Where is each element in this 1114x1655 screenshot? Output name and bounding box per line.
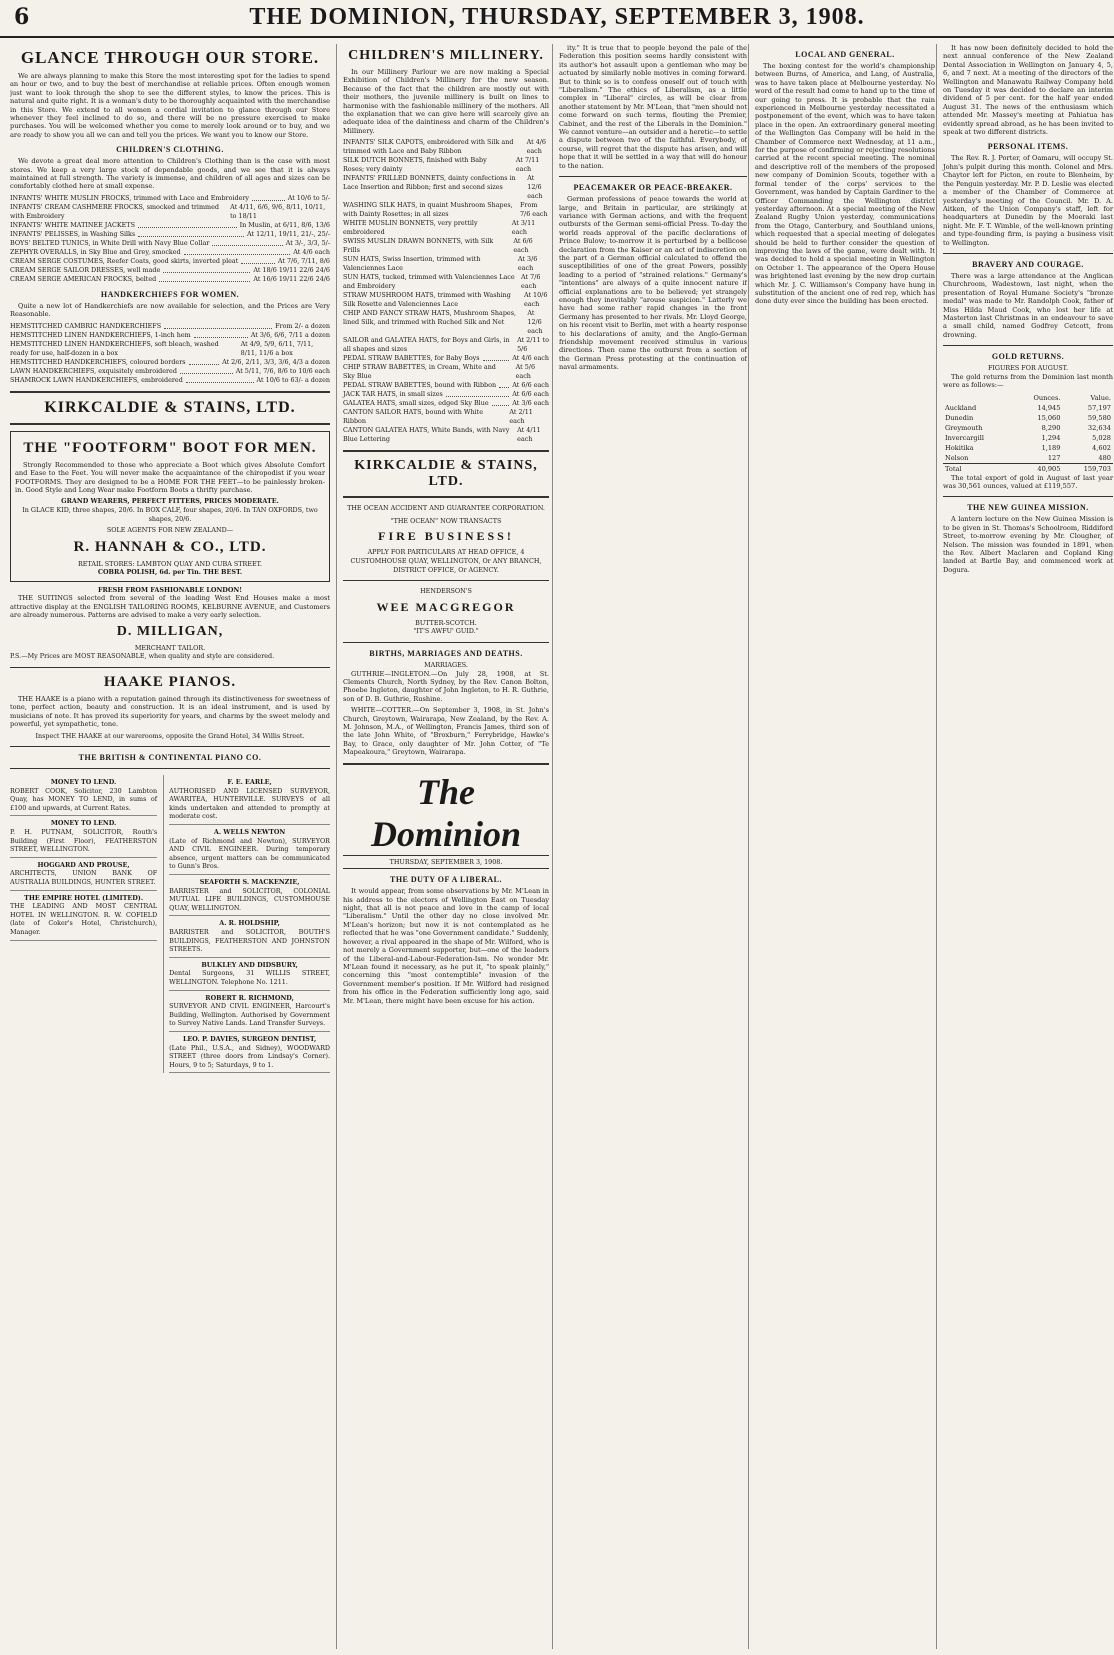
- price-list-item: [10, 367, 330, 376]
- item-price: At 3/6 each: [517, 255, 538, 273]
- gold-row: [943, 413, 1113, 423]
- price-list-item: [343, 399, 549, 408]
- item-name: INFANTS' SILK CAPOTS, embroidered with Silk and trimmed with Lace and Baby Ribbon: [343, 138, 514, 156]
- item-name: CREAM SERGE COSTUMES, Reefer Coats, good skirts, inverted pleat: [10, 256, 239, 265]
- butter-tagline: "IT'S AWFU' GUID.": [413, 627, 479, 636]
- card-body: (Late of Richmond and Newton), SURVEYOR AND CIVIL ENGINEER. During temporary absence, urgent matters can be communicated to Gunn's Bros.: [169, 836, 330, 871]
- cards-right: [163, 775, 330, 1073]
- price-list-item: [343, 408, 549, 426]
- personal-text: The Rev. R. J. Porter, of Oamaru, will occupy St. John's pulpit during this month. Colonel and Mrs. Chaytor left for Picton, en route to Blenheim, by the Penguin yesterday. Mr. P. D. Leslie was elected a member of the Chamber of Commerce at yesterday's meeting of the Council. Mr. D. A. Aitken, of the Union Company's staff, left for headquarters at Dunedin by the Moeraki last night. Mr. F. T. Wimble, of the well-known printing and type-founding firm, is paying a business visit to Wellington.: [943, 154, 1113, 247]
- gold-cell-val: 5,028: [1092, 433, 1111, 442]
- gold-heading: GOLD RETURNS.: [991, 352, 1065, 362]
- item-name: STRAW MUSHROOM HATS, trimmed with Washing Silk Rosette and Valenciennes Lace: [343, 291, 511, 309]
- milligan-body: THE SUITINGS selected from several of the leading West End Houses make a most attractive display at the ENGLISH TAILORING ROOMS, KELBURNE AVENUE, and Customers are already numerous. Patterns are advised to make a very early selection.: [10, 594, 330, 620]
- gold-table: [943, 393, 1113, 474]
- gold-cell-oz: 14,945: [1037, 403, 1061, 412]
- price-list-item: [343, 201, 549, 219]
- item-name: SWISS MUSLIN DRAWN BONNETS, with Silk Frills: [343, 237, 494, 255]
- card-title: ROBERT R. RICHMOND,: [205, 993, 294, 1002]
- item-price: From 2/- a dozen: [275, 321, 330, 330]
- handkerchiefs-list: [10, 322, 330, 385]
- editorial-text: It would appear, from some observations by Mr. M'Lean in his address to the electors of Wellington East on Tuesday night, that all is not peace and love in the camp of local "Liberalism." Until the other day no close involved Mr. M'Lean's horizon; but now it is not contemplated as he reflected that he was "one Government candidate." Suddenly, however, a rival appeared in the shape of Mr. Wilford, who is not merely a Government supporter, but—one of the leaders of the Liberal-and-Labour-Federation-Ism. No wonder Mr. M'Lean found it necessary, as he put it, "to speak plainly," concerning this "most contemptible" invasion of the Government member's position. If Mr. Wilford had resigned from his office in the Federation sufficiently long ago, said Mr. M'Lean, there might have been excuse for his action.: [343, 887, 549, 1005]
- peacemaker-heading: PEACEMAKER OR PEACE-BREAKER.: [573, 183, 733, 193]
- mission-heading: THE NEW GUINEA MISSION.: [967, 503, 1089, 513]
- item-name: CREAM SERGE SAILOR DRESSES, well made: [10, 265, 161, 274]
- gold-row: [943, 403, 1113, 413]
- item-price: At 3/6, 6/6, 7/11 a dozen: [250, 330, 330, 339]
- column-2: [336, 44, 549, 1649]
- item-price: At 2/6, 2/11, 3/3, 3/6, 4/3 a dozen: [222, 357, 330, 366]
- haake-body: THE HAAKE is a piano with a reputation gained through its distinctiveness for sweetness of tone, perfect action, beauty and construction. It is an ideal instrument, and is used by musicians of note. It has proved its superiority for years, and charms by the sweet melody and powerful, yet sympathetic, tone.: [10, 694, 330, 729]
- item-name: BOYS' BELTED TUNICS, in White Drill with Navy Blue Collar: [10, 238, 210, 247]
- butter-name: WEE MACGREGOR: [376, 599, 516, 614]
- column-5: [936, 44, 1113, 1649]
- price-list-item: [10, 331, 330, 340]
- price-list-item: [343, 255, 549, 273]
- column-3: [552, 44, 747, 1649]
- price-list-item: [10, 358, 330, 367]
- item-price: At 7/6, 7/11, 8/6: [277, 256, 330, 265]
- item-price: At 12/11, 19/11, 21/-, 25/-: [246, 229, 330, 238]
- milligan-heading: FRESH FROM FASHIONABLE LONDON!: [97, 585, 243, 594]
- item-price: At 6/6 each: [512, 381, 549, 390]
- professional-card: [169, 958, 330, 991]
- peacemaker-text: German professions of peace towards the world at large, and Britain in particular, are strikingly at variance with German actions, and with the frequent outbursts of the German semi-official Press. To-day the world reads approval of the pacific declarations of Prince Bulow; to-morrow it is perturbed by a bellicose declaration from the Kaiser or an act of indiscretion on the part of a German official calculated to offend the susceptibilities of one of the great Powers, possibly leading to a period of "strained relations." Germany's "intentions" are always of a quite innocent nature if official explanations are to be believed; yet strangely enough they inevitably "arouse suspicion." Latterly we have had some rather rapid changes in the front Germany has presented to her rivals. Mr. Lloyd George, on his recent visit to Berlin, met with a hearty response to his declarations of amity, and the Anglo-German friendship movement received stimulus in various directions. Then came the outburst from a section of the German Press protesting at the continuation of naval armaments.: [559, 195, 747, 372]
- item-price: At 4/9, 5/9, 6/11, 7/11, 8/11, 11/6 a box: [240, 339, 314, 357]
- newspaper-title: THE DOMINION, THURSDAY, SEPTEMBER 3, 1908.: [249, 4, 865, 30]
- firm-name: KIRKCALDIE & STAINS, LTD.: [44, 398, 296, 416]
- gold-value-header: Value.: [1090, 393, 1111, 402]
- card-body: (Late Phil., U.S.A., and Sidney), WOODWARD STREET (three doors from Lindsay's Corner). Hours, 9 to 5; Saturdays, 9 to 1.: [169, 1043, 330, 1069]
- item-name: CREAM SERGE AMERICAN FROCKS, belted: [10, 274, 157, 283]
- store-intro: We are always planning to make this Store the most interesting spot for the ladies to spend an hour or two, and to buy the best of merchandise at reliable prices. Often enough women just want to look through the shop to see the different styles, to know the prices. This is natural and quite right. It is a woman's duty to be thoroughly acquainted with the merchandise in this Store. We extend to all women a cordial invitation to glance through our Store whenever they feel inclined to do so, and there will be no pressure exercised to make purchases. You will be welcomed whether you come to merely look around or to buy, and we are ready to show you all we can and tell you the prices. We want you to know our Store.: [10, 72, 330, 139]
- price-list-item: [343, 174, 549, 201]
- gold-subheading: FIGURES FOR AUGUST.: [987, 364, 1069, 373]
- milligan-name: D. MILLIGAN,: [116, 623, 224, 639]
- masthead: [0, 0, 1114, 38]
- local-general-heading: LOCAL AND GENERAL.: [795, 50, 895, 59]
- cards-left: [10, 775, 157, 1073]
- gold-cell-place: Greymouth: [945, 423, 983, 432]
- gold-cell-val: 480: [1098, 453, 1111, 462]
- footform-advert: [10, 431, 330, 582]
- page-number: 6: [14, 4, 30, 30]
- footform-styles: In GLACE KID, three shapes, 20/6. In BOX CALF, four shapes, 20/6. In TAN OXFORDS, two shapes, 20/6.: [22, 505, 318, 523]
- item-name: CHIP STRAW BABETTES, in Cream, White and Sky Blue: [343, 363, 496, 381]
- item-name: LAWN HANDKERCHIEFS, exquisitely embroidered: [10, 366, 177, 375]
- millinery-intro: In our Millinery Parlour we are now making a Special Exhibition of Children's Millinery for the new season. Because of the fact that the children are mostly out with their mothers, the juvenile millinery is built on lines to harmonise with the fashionable millinery of the mothers. All the explanation that we can give here will scarcely give an adequate idea of the daintiness and charm of the Children's Millinery.: [343, 68, 549, 135]
- childrens-intro: We devote a great deal more attention to Children's Clothing than is the case with most stores. We keep a very large stock of dependable goods, and we see that it is always maintained at full strength. The variety is immense, and children of all ages and sizes can be comfortably clothed here at small expense.: [10, 157, 330, 191]
- price-list-item: [10, 221, 330, 230]
- item-price: At 4/6 each: [512, 354, 549, 363]
- haake-title: HAAKE PIANOS.: [103, 673, 237, 690]
- card-title: LEO. P. DAVIES, SURGEON DENTIST,: [182, 1034, 317, 1043]
- gold-cell-oz: 15,060: [1037, 413, 1061, 422]
- price-list-item: [343, 381, 549, 390]
- price-list-item: [343, 390, 549, 399]
- item-price: At 12/6 each: [527, 309, 543, 336]
- price-list-item: [343, 426, 549, 444]
- item-price: At 6/6 each: [513, 237, 533, 255]
- butter-firm: HENDERSON'S: [420, 587, 472, 596]
- price-list-item: [10, 257, 330, 266]
- price-list-item: [343, 237, 549, 255]
- card-body: BARRISTER and SOLICITOR, BOUTH'S BUILDINGS, FEATHERSTON AND JOHNSTON STREETS.: [169, 928, 330, 954]
- professional-card: [169, 1032, 330, 1073]
- item-price: At 12/6 each: [527, 174, 543, 201]
- hannah-agents: SOLE AGENTS FOR NEW ZEALAND—: [106, 526, 234, 535]
- column-1: [10, 44, 330, 1649]
- item-price: At 3/11 each: [511, 219, 536, 237]
- item-price: At 18/6 19/11 22/6 24/6: [253, 265, 330, 274]
- gold-total-value: 159,703: [1083, 464, 1111, 473]
- item-price: From 7/6 each: [519, 201, 548, 219]
- item-price: At 10/6 each: [523, 291, 548, 309]
- card-title: BULKLEY AND DIDSBURY,: [201, 960, 298, 969]
- card-body: AUTHORISED AND LICENSED SURVEYOR, AWARITEA, HUNTERVILLE. SURVEYS of all kinds undertaken and attended to promptly at moderate cost.: [169, 786, 330, 821]
- butter-type: BUTTER-SCOTCH.: [415, 618, 477, 627]
- price-list-item: [343, 363, 549, 381]
- professional-card: [10, 816, 157, 857]
- bravery-heading: BRAVERY AND COURAGE.: [972, 259, 1084, 269]
- gold-cell-oz: 1,189: [1041, 443, 1061, 452]
- price-list-item: [10, 203, 330, 221]
- price-list-item: [10, 239, 330, 248]
- haake-inspect: Inspect THE HAAKE at our warerooms, opposite the Grand Hotel, 34 Willis Street.: [35, 731, 305, 740]
- item-name: INFANTS' FRILLED BONNETS, dainty confections in Lace Insertion and Ribbon; first and second sizes: [343, 174, 516, 192]
- item-price: At 4/11, 6/6, 9/6, 8/11, 10/11, to 18/11: [230, 202, 326, 220]
- ocean-now: "THE OCEAN" NOW TRANSACTS: [390, 516, 502, 525]
- gold-row: [943, 433, 1113, 443]
- item-price: At 5/6 each: [515, 363, 536, 381]
- item-name: WASHING SILK HATS, in quaint Mushroom Shapes, with Dainty Rosettes; in all sizes: [343, 201, 513, 219]
- card-title: MONEY TO LEND.: [50, 819, 117, 828]
- professional-card: [10, 775, 157, 816]
- personal-heading: PERSONAL ITEMS.: [987, 142, 1069, 152]
- price-list-item: [343, 291, 549, 309]
- professional-card: [10, 891, 157, 941]
- bmd-entry-1: GUTHRIE—INGLETON.—On July 28, 1908, at St. Clements Church, North Sydney, by the Rev. Canon Bolton, Phoebe Ingleton, daughter of John Ingleton, to H. R. Guthrie, son of D. B. Guthrie, Rushine.: [343, 669, 549, 703]
- gold-cell-place: Nelson: [945, 453, 969, 462]
- card-title: A. R. HOLDSHIP,: [219, 919, 280, 928]
- item-price: At 5/11, 7/6, 8/6 to 10/6 each: [235, 366, 330, 375]
- item-price: At 4/6 each: [293, 247, 330, 256]
- british-continental-piano: THE BRITISH & CONTINENTAL PIANO CO.: [78, 753, 262, 763]
- column-4: [748, 44, 935, 1649]
- price-list-item: [343, 273, 549, 291]
- item-name: SHAMROCK LAWN HANDKERCHIEFS, embroidered: [10, 375, 183, 384]
- professional-card: [10, 858, 157, 891]
- gold-cell-place: Dunedin: [945, 413, 974, 422]
- card-title: THE EMPIRE HOTEL (LIMITED).: [24, 893, 144, 902]
- gold-total-oz: 40,905: [1037, 464, 1061, 473]
- column-5-text: It has now been definitely decided to hold the next annual conference of the New Zealand Dental Association in Wellington on January 4, 5, 6, and 7 next. At a meeting of the directors of the Wellington and Manawatu Railway Company held on Tuesday it was decided to declare an interim dividend of 5 per cent. for the half year ended August 31. The news of the enthusiasm which attended Mr. Massey's meeting at Pahiatua has evidently spread abroad, as he has been invited to speak at two different districts.: [943, 44, 1113, 137]
- item-price: At 4/6 each: [526, 138, 546, 156]
- item-price: At 2/11 each: [509, 408, 533, 426]
- item-name: ZEPHYR OVERALLS, in Sky Blue and Grey, smocked: [10, 247, 181, 256]
- price-list-item: [343, 156, 549, 174]
- mission-text: A lantern lecture on the New Guinea Mission is to be given in St. Thomas's Schoolroom, Riddiford Street, to-morrow evening by Mr. Clougher, of Nelson. The mission was founded in 1891, when the Rev. Albert Maclaren and Copland King landed at Bartle Bay, and commenced work at Dogura.: [943, 515, 1113, 574]
- item-name: SILK DUTCH BONNETS, finished with Baby Roses; very dainty: [343, 156, 487, 174]
- item-price: At 3/-, 3/3, 5/-: [285, 238, 330, 247]
- card-body: THE LEADING AND MOST CENTRAL HOTEL IN WELLINGTON. R. W. COFIELD (late of Coker's Hotel, Christchurch), Manager.: [10, 902, 158, 936]
- professional-card: [169, 916, 330, 957]
- item-name: HEMSTITCHED CAMBRIC HANDKERCHIEFS: [10, 321, 162, 330]
- item-price: At 7/11 each: [515, 156, 540, 174]
- card-body: ROBERT COOK, Solicitor, 230 Lambton Quay, has MONEY TO LEND, in sums of £100 and upwards, at Current Rates.: [10, 786, 158, 812]
- professional-card: [169, 775, 330, 825]
- card-title: SEAFORTH S. MACKENZIE,: [199, 878, 300, 887]
- bmd-heading: BIRTHS, MARRIAGES AND DEATHS.: [369, 649, 523, 658]
- price-list-item: [10, 248, 330, 257]
- item-price: In Muslin, at 6/11, 8/6, 13/6: [239, 220, 330, 229]
- item-name: INFANTS' CREAM CASHMERE FROCKS, smocked and trimmed with Embroidery: [10, 202, 219, 220]
- gold-cell-val: 57,197: [1087, 403, 1111, 412]
- store-heading: GLANCE THROUGH OUR STORE.: [20, 48, 320, 67]
- hannah-tagline: COBRA POLISH, 6d. per Tin. THE BEST.: [97, 568, 243, 577]
- card-body: P. H. PUTNAM, SOLICITOR, Routh's Building (First Floor), FEATHERSTON STREET, WELLINGTON.: [10, 828, 158, 854]
- price-list-item: [10, 376, 330, 385]
- millinery-heading: CHILDREN'S MILLINERY.: [348, 48, 544, 63]
- item-price: At 4/11 each: [517, 426, 541, 444]
- gold-cell-place: Invercargill: [945, 433, 984, 442]
- price-list-item: [10, 322, 330, 331]
- dominion-logo: The Dominion: [370, 771, 522, 854]
- item-price: At 2/11 to 5/6: [517, 336, 549, 354]
- ocean-apply: APPLY FOR PARTICULARS AT HEAD OFFICE, 4 CUSTOMHOUSE QUAY, WELLINGTON, Or ANY BRANCH, DISTRICT OFFICE, Or AGENCY.: [350, 548, 542, 574]
- card-title: MONEY TO LEND.: [50, 778, 117, 787]
- ocean-fire: FIRE BUSINESS!: [378, 529, 514, 544]
- price-list-item: [343, 354, 549, 363]
- card-body: ARCHITECTS, UNION BANK OF AUSTRALIA BUILDINGS, HUNTER STREET.: [10, 869, 158, 887]
- price-list-item: [343, 219, 549, 237]
- hannah-address: RETAIL STORES: LAMBTON QUAY AND CUBA STREET.: [77, 559, 263, 568]
- item-price: At 3/6 each: [512, 399, 549, 408]
- milligan-role: MERCHANT TAILOR.: [134, 643, 206, 652]
- item-name: HEMSTITCHED HANDKERCHIEFS, coloured borders: [10, 357, 186, 366]
- childrens-clothing-list: [10, 194, 330, 284]
- gold-intro: The gold returns from the Dominion last month were as follows:—: [943, 372, 1113, 390]
- price-list-item: [10, 340, 330, 358]
- price-list-item: [343, 336, 549, 354]
- gold-row: [943, 443, 1113, 453]
- gold-row: [943, 423, 1113, 433]
- card-title: F. E. EARLE,: [227, 778, 272, 787]
- gold-cell-oz: 8,290: [1041, 423, 1061, 432]
- price-list-item: [343, 138, 549, 156]
- gold-row: [943, 453, 1113, 464]
- item-name: SAILOR and GALATEA HATS, for Boys and Girls, in all shapes and sizes: [343, 336, 510, 354]
- local-general-text: The boxing contest for the world's championship between Burns, of America, and Lang, of Australia, was to have taken place at Melbourne yesterday. No word of the result had come to hand up to the time of our going to press. It is probable that the rain experienced in Melbourne yesterday necessitated a postponement of the event, which was to have taken place in the open. An extraordinary general meeting of the Wellington Gas Company will be held in the Chamber of Commerce next Wednesday, at 11 a.m., for the purpose of confirming or rejecting resolutions carried at the recent special meeting. The nominal and descriptive roll of the members of the proposed new company of Dominion Scouts, together with a formal tender of the corps' services to the Government, was handed by Captain Gardiner to the Officer Commanding the Wellington district yesterday afternoon. At a special meeting of the New Zealand Rugby Union yesterday, communications from the Otago, Canterbury, and Southland unions, which requested that a special meeting of delegates should be held to further consider the question of improving the laws of the game, were dealt with. It was decided to hold a special meeting in Wellington on October 1. The appearance of the Opera House was brightened last evening by the new drop curtain which Mr. J. C. Williamson's Company have hung in substitution of the ancient one of red rep, which has done duty ever since the building has been erected.: [755, 62, 935, 306]
- price-list-item: [10, 275, 330, 284]
- gold-total-label: Total: [945, 464, 962, 473]
- item-name: WHITE MUSLIN BONNETS, very prettily embroidered: [343, 219, 478, 237]
- gold-cell-oz: 1,294: [1041, 433, 1061, 442]
- gold-note: The total export of gold in August of last year was 30,561 ounces, valued at £119,557.: [943, 473, 1113, 490]
- gold-cell-oz: 127: [1047, 453, 1061, 462]
- handkerchiefs-heading: HANDKERCHIEFS FOR WOMEN.: [100, 289, 240, 299]
- card-body: Dental Surgeons, 31 WILLIS STREET, WELLINGTON. Telephone No. 1211.: [169, 969, 330, 986]
- hannah-name: R. HANNAH & CO., LTD.: [73, 538, 267, 555]
- item-price: At 16/6 19/11 22/6 24/6: [253, 274, 330, 283]
- item-name: PEDAL STRAW BABETTES, bound with Ribbon: [343, 381, 497, 390]
- gold-cell-place: Hokitika: [945, 443, 974, 452]
- item-name: HEMSTITCHED LINEN HANDKERCHIEFS, 1-inch hem: [10, 330, 191, 339]
- item-name: INFANTS' WHITE MATINEE JACKETS: [10, 220, 135, 229]
- item-price: At 6/6 each: [512, 390, 549, 399]
- ocean-heading: THE OCEAN ACCIDENT AND GUARANTEE CORPORATION.: [347, 504, 545, 513]
- item-name: PEDAL STRAW BABETTES, for Baby Boys: [343, 354, 480, 363]
- gold-cell-place: Auckland: [945, 403, 977, 412]
- editorial-heading: THE DUTY OF A LIBERAL.: [390, 875, 502, 885]
- item-name: CANTON GALATEA HATS, White Bands, with Navy Blue Lettering: [343, 426, 510, 444]
- price-list-item: [10, 266, 330, 275]
- footform-body: Strongly Recommended to those who appreciate a Boot which gives Absolute Comfort and Ease to the Feet. You will never make the acquaintance of the chiropodist if you wear FOOTFORMS. They are designed to be a HOME FOR THE FEET—to be painlessly broken-in. Good Style and Long Wear make Footform Boots a thrifty purchase.: [15, 460, 325, 494]
- price-list-item: [10, 230, 330, 239]
- millinery-list: [343, 138, 549, 444]
- price-list-item: [10, 194, 330, 203]
- footform-tags: GRAND WEARERS, PERFECT FITTERS, PRICES MODERATE.: [61, 497, 279, 506]
- gold-cell-val: 4,602: [1092, 443, 1111, 452]
- professional-card: [169, 991, 330, 1032]
- item-name: CHIP AND FANCY STRAW HATS, Mushroom Shapes, lined Silk, and trimmed with Ruched Silk and Net: [343, 309, 517, 327]
- item-price: At 10/6 to 5/-: [287, 193, 330, 202]
- item-name: SUN HATS, Swiss Insertion, trimmed with Valenciennes Lace: [343, 255, 481, 273]
- gold-ounces-header: Ounces.: [1033, 393, 1061, 402]
- item-name: INFANTS' PELISSES, in Washing Silks: [10, 229, 136, 238]
- leader-date: THURSDAY, SEPTEMBER 3, 1908.: [343, 855, 549, 870]
- bravery-text: There was a large attendance at the Anglican Churchroom, Wadestown, last night, when the presentation of Royal Humane Society's "bronze medal" was made to Mr. Randolph Cook, father of Miss Hilda Maud Cook, who lost her life at Masterton last Christmas in an endeavour to save a small child, named Godfrey Cetcott, from drowning.: [943, 271, 1113, 339]
- handkerchiefs-intro: Quite a new lot of Handkerchiefs are now available for selection, and the Prices are Very Reasonable.: [10, 301, 330, 319]
- item-price: At 10/6 to 63/- a dozen: [256, 375, 330, 384]
- bmd-marriages: MARRIAGES.: [424, 661, 468, 669]
- item-name: CANTON SAILOR HATS, bound with White Ribbon: [343, 408, 483, 426]
- professional-card: [169, 875, 330, 916]
- item-name: INFANTS' WHITE MUSLIN FROCKS, trimmed with Lace and Embroidery: [10, 193, 250, 202]
- item-name: GALATEA HATS, small sizes, edged Sky Blue: [343, 399, 489, 408]
- item-price: At 7/6 each: [521, 273, 541, 291]
- price-list-item: [343, 309, 549, 336]
- gold-cell-val: 32,634: [1087, 423, 1111, 432]
- milligan-ps: P.S.—My Prices are MOST REASONABLE, when quality and style are considered.: [10, 652, 275, 661]
- card-body: SURVEYOR AND CIVIL ENGINEER, Harcourt's Building, Wellington. Authorised by Government to Survey Native Lands. Land Transfer Surveys.: [169, 1002, 330, 1028]
- card-title: HOGGARD AND PROUSE,: [37, 860, 130, 869]
- card-body: BARRISTER and SOLICITOR, COLONIAL MUTUAL LIFE BUILDINGS, CUSTOMHOUSE QUAY, WELLINGTON.: [169, 886, 330, 912]
- childrens-clothing-heading: CHILDREN'S CLOTHING.: [116, 145, 224, 155]
- card-title: A. WELLS NEWTON: [213, 828, 286, 837]
- gold-cell-val: 59,580: [1087, 413, 1111, 422]
- item-name: JACK TAR HATS, in small sizes: [343, 390, 443, 399]
- item-name: HEMSTITCHED LINEN HANDKERCHIEFS, soft bleach, washed ready for use, half-dozen in a box: [10, 339, 219, 357]
- bmd-entry-2: WHITE—COTTER.—On September 3, 1908, in St. John's Church, Greytown, Wairarapa, New Zealand, by the Rev. A. M. Johnson, M.A., of Wellington, Francis James, third son of the late John White, of "Broxburn," Ferrybridge, Hawke's Bay, to Grace, only daughter of Mr. John Cotter, of "Te Mapeakoura," Greytown, Wairarapa.: [343, 706, 549, 757]
- millinery-firm: KIRKCALDIE & STAINS, LTD.: [354, 458, 538, 490]
- footform-title: THE "FOOTFORM" BOOT FOR MEN.: [23, 439, 317, 456]
- professional-card: [169, 825, 330, 875]
- item-name: SUN HATS, tucked, trimmed with Valenciennes Lace and Embroidery: [343, 273, 515, 291]
- editorial-continued: ity." It is true that to people beyond the pale of the Federation this position seems hardly consistent with its author's hot assault upon a gentleman who may be actuated by similarly noble motives in coming forward. But to think so is to confess oneself out of touch with "Liberalism." The ethics of Liberalism, as a little complex in "Liberal" circles, as will be clear from another statement by Mr. M'Lean, that "men should not come forward on such terms, flouting the Premier, Cabinet, and the rest of the Liberals in the Dominion." We cannot venture—an outsider and a heretic—to settle a dispute between two of the faithful. Everybody, of course, will regret that the dispute has arisen, and will hope that it will be settled in a way that will do honour to the nation.: [559, 44, 747, 170]
